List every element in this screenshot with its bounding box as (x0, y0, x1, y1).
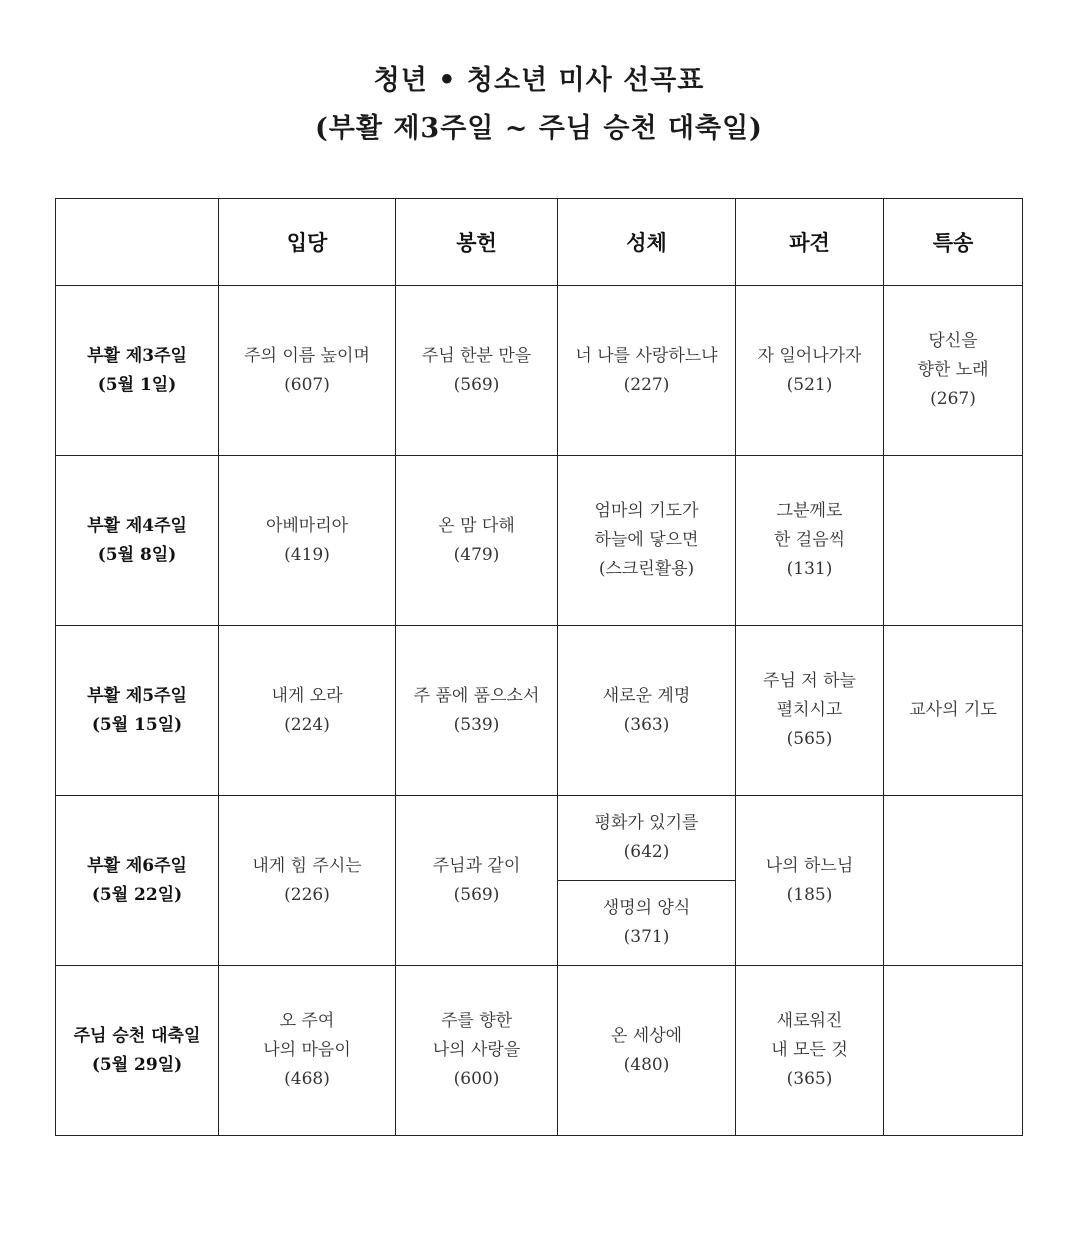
week-date: (5월 1일) (97, 374, 177, 395)
song-title-cont: 한 걸음씩 (773, 530, 846, 550)
dismissal-cell (736, 626, 884, 796)
song-title: 아베마리아 (265, 515, 349, 536)
week-name: 부활 제4주일 (87, 515, 187, 536)
header-offertory: 봉헌 (396, 199, 558, 286)
song-number: (600) (453, 1069, 500, 1089)
week-cell (56, 286, 219, 456)
song-title: 주님 한분 만을 (421, 345, 532, 366)
song-number: (569) (453, 374, 500, 395)
song-number: (185) (786, 884, 833, 905)
song-number: (468) (284, 1069, 330, 1089)
week-name: 부활 제3주일 (87, 345, 187, 366)
song-title: 나의 하느님 (765, 855, 854, 876)
song-title: 새로운 계명 (602, 685, 691, 706)
song-title: 주를 향한 (440, 1011, 513, 1031)
communion-cell-lower (558, 881, 736, 966)
song-number: (131) (786, 559, 833, 579)
communion-cell (558, 966, 736, 1136)
table-row (56, 966, 1023, 1136)
song-number: (227) (623, 374, 670, 395)
song-number: (365) (786, 1069, 833, 1089)
special-cell (884, 456, 1023, 626)
song-title: 새로워진 (776, 1011, 843, 1031)
entrance-cell (219, 966, 396, 1136)
song-number: (479) (453, 544, 500, 565)
week-name: 부활 제5주일 (87, 685, 187, 706)
song-number: (419) (284, 544, 330, 565)
table-row (56, 456, 1023, 626)
header-dismissal: 파견 (736, 199, 884, 286)
special-cell (884, 796, 1023, 966)
song-title-cont: 나의 마음이 (263, 1040, 351, 1060)
offertory-cell (396, 626, 558, 796)
dismissal-cell (736, 796, 884, 966)
dismissal-cell (736, 966, 884, 1136)
header-special: 특송 (884, 199, 1023, 286)
song-schedule-table (55, 198, 1023, 1136)
header-communion: 성체 (558, 199, 736, 286)
song-number: (569) (453, 884, 500, 905)
song-title: 내게 힘 주시는 (252, 855, 362, 876)
song-note: (스크린활용) (598, 559, 695, 579)
week-date: (5월 22일) (91, 884, 183, 905)
communion-cell (558, 456, 736, 626)
offertory-cell (396, 456, 558, 626)
special-cell (884, 966, 1023, 1136)
communion-cell (558, 286, 736, 456)
song-title: 생명의 양식 (602, 898, 691, 918)
song-title: 주님과 같이 (432, 855, 521, 876)
song-title: 주 품에 품으소서 (413, 685, 540, 706)
song-number: (642) (623, 842, 670, 862)
table-row (56, 626, 1023, 796)
song-title: 온 맘 다해 (438, 515, 515, 536)
song-number: (363) (623, 714, 670, 735)
page-subtitle: (부활 제3주일 ~ 주님 승천 대축일) (315, 113, 763, 144)
song-title: 그분께로 (776, 501, 843, 521)
week-cell (56, 626, 219, 796)
table-row (56, 286, 1023, 456)
song-title: 주의 이름 높이며 (244, 345, 370, 366)
song-number: (607) (284, 374, 330, 395)
entrance-cell (219, 626, 396, 796)
week-date: (5월 29일) (91, 1054, 183, 1075)
song-number: (539) (453, 714, 500, 735)
song-number: (224) (284, 714, 330, 735)
song-number: (521) (786, 374, 833, 395)
entrance-cell (219, 796, 396, 966)
song-title: 온 세상에 (610, 1025, 683, 1046)
special-cell (884, 286, 1023, 456)
offertory-cell (396, 966, 558, 1136)
communion-cell-upper (558, 796, 736, 881)
song-title-cont: 향한 노래 (917, 360, 989, 380)
table-row (56, 796, 1023, 881)
song-title: 평화가 있기를 (594, 813, 699, 833)
song-number: (565) (786, 729, 833, 749)
communion-cell (558, 626, 736, 796)
song-title: 자 일어나가자 (757, 345, 862, 366)
song-title-cont: 하늘에 닿으면 (594, 530, 699, 550)
song-title: 당신을 (928, 331, 978, 351)
special-cell (884, 626, 1023, 796)
song-number: (267) (930, 389, 976, 409)
song-title: 주님 저 하늘 (763, 671, 856, 691)
offertory-cell (396, 796, 558, 966)
song-title: 교사의 기도 (909, 700, 997, 720)
offertory-cell (396, 286, 558, 456)
dismissal-cell (736, 456, 884, 626)
week-name: 주님 승천 대축일 (73, 1025, 201, 1046)
song-title: 너 나를 사랑하느냐 (575, 345, 718, 366)
dismissal-cell (736, 286, 884, 456)
song-title: 내게 오라 (271, 685, 343, 706)
song-number: (480) (623, 1054, 670, 1075)
song-title: 오 주여 (279, 1011, 335, 1031)
week-cell (56, 966, 219, 1136)
song-title-cont: 펼치시고 (776, 700, 843, 720)
song-number: (226) (284, 884, 330, 905)
entrance-cell (219, 456, 396, 626)
song-number: (371) (623, 927, 670, 947)
entrance-cell (219, 286, 396, 456)
week-date: (5월 8일) (97, 544, 177, 565)
week-cell (56, 456, 219, 626)
week-cell (56, 796, 219, 966)
song-title-cont: 나의 사랑을 (432, 1040, 521, 1060)
page-title: 청년 • 청소년 미사 선곡표 (373, 65, 705, 96)
song-title: 엄마의 기도가 (594, 501, 699, 521)
header-entrance: 입당 (219, 199, 396, 286)
header-corner (56, 199, 219, 286)
week-name: 부활 제6주일 (87, 855, 187, 876)
header-row (56, 199, 1023, 286)
song-title-cont: 내 모든 것 (771, 1040, 848, 1060)
week-date: (5월 15일) (91, 714, 183, 735)
